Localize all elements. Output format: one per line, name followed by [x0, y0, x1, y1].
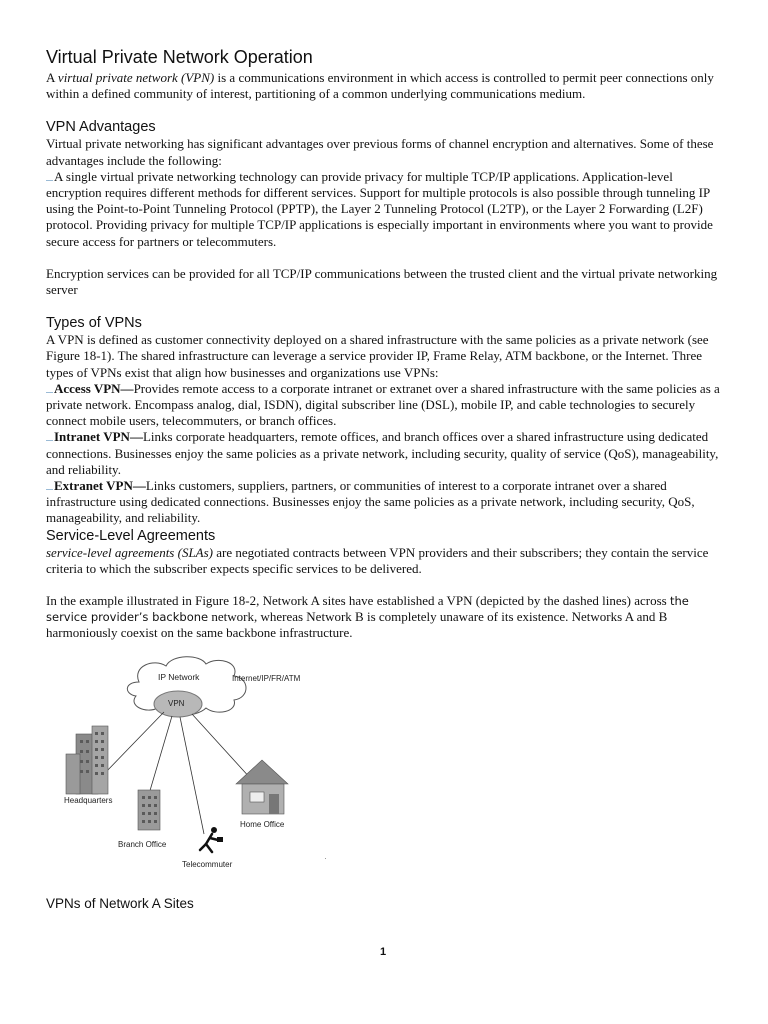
branch-office-label: Branch Office [118, 839, 167, 849]
extranet-vpn-label: Extranet VPN— [54, 478, 146, 494]
bullet-marker [46, 382, 53, 393]
figure-intro-c: network, whereas Network B is completely unaware of its existence. Networks A and B harmoniously coexist on the same backbone infrastructure. [46, 609, 668, 641]
page-title: Virtual Private Network Operation [46, 47, 313, 67]
access-vpn-item [46, 381, 722, 430]
sla-text: are negotiated contracts between VPN providers and their subscribers; they contain the service criteria to which the subscriber expects specific services to be delivered. [46, 544, 709, 576]
intranet-vpn-text: Links corporate headquarters, remote offices, and branch offices over a shared infrastructure using dedicated connections. Businesses enjoy the same policies as a private network, including security, quality of service (QoS), manageability, and reliability. [46, 429, 719, 477]
document-page [46, 46, 722, 911]
advantages-heading: VPN Advantages [46, 119, 156, 136]
intranet-vpn-item [46, 429, 722, 478]
home-office-house [236, 760, 288, 814]
intranet-vpn-label: Intranet VPN— [54, 429, 143, 445]
intro-text: is a communications environment in which access is controlled to permit peer connections only within a defined community of interest, partitioning of a common underlying communications medium. [46, 70, 714, 102]
home-office-label: Home Office [240, 819, 285, 829]
telecommuter-label: Telecommuter [182, 859, 233, 869]
advantages-paragraph-3: Encryption services can be provided for all TCP/IP communications between the trusted client and the virtual private networking server [46, 265, 718, 298]
sla-term: service-level agreements (SLAs) [46, 544, 214, 560]
types-paragraph: A VPN is defined as customer connectivity deployed on a shared infrastructure with the same policies as a private network (see Figure 18-1). The shared infrastructure can leverage a service provider IP, Frame Relay, ATM backbone, or the Internet. Three types of VPNs exist that align how businesses and organizations use VPNs: [46, 332, 709, 380]
advantages-paragraph-1: Virtual private networking has significant advantages over previous forms of channel encryption and alternatives. Some of these advantages include the following: [46, 136, 714, 168]
figure-intro-a: In the example illustrated in Figure 18-2, Network A sites have established a VPN (depicted by the dashed lines) across [46, 593, 670, 609]
figure-intro-b: the service provider’s backbone [46, 594, 689, 625]
bullet-marker [46, 170, 53, 181]
vpn-label: VPN [168, 698, 185, 708]
intro-term: virtual private network (VPN) [57, 70, 215, 85]
sla-heading: Service-Level Agreements [46, 527, 216, 544]
vpn-network-diagram [54, 654, 354, 874]
figure-intro-paragraph [46, 593, 722, 642]
extranet-vpn-item [46, 478, 722, 527]
types-heading: Types of VPNs [46, 315, 142, 332]
intro-lead: A [46, 70, 58, 85]
branch-office-building [138, 790, 160, 830]
diagram-graphic [54, 654, 354, 874]
advantages-text-2: A single virtual private networking technology can provide privacy for multiple TCP/IP applications. Application-level encryption requires different methods for different services. Support for multiple protocols is also possible through tunneling IP using the Point-to-Point Tunneling Protocol (PPTP), the Layer 2 Tunneling Protocol (L2TP), or the Layer 2 Forwarding (L2F) protocol. Providing privacy for multiple TCP/IP applications is especially important in environments where you want to provide secure access for partners or telecommuters. [46, 168, 713, 249]
extranet-vpn-text: Links customers, suppliers, partners, or communities of interest to a corporate intranet over a shared infrastructure using dedicated connections. Businesses enjoy the same policies as a private network, including security, QoS, manageability, and reliability. [46, 478, 695, 526]
stray-dot [325, 858, 326, 859]
page-number: 1 [380, 946, 387, 958]
access-vpn-label: Access VPN— [54, 380, 134, 396]
headquarters-label: Headquarters [64, 795, 113, 805]
advantages-paragraph-2 [46, 169, 722, 250]
ip-network-label: IP Network [158, 671, 200, 682]
internet-label: Internet/IP/FR/ATM [232, 673, 301, 683]
sla-paragraph [46, 545, 722, 577]
bullet-marker [46, 479, 53, 490]
intro-paragraph [46, 70, 722, 102]
figure-caption: VPNs of Network A Sites [46, 895, 194, 911]
headquarters-building [66, 726, 108, 794]
bullet-marker [46, 430, 53, 441]
access-vpn-text: Provides remote access to a corporate intranet or extranet over a shared infrastructure with the same policies as a private network. Encompass analog, dial, ISDN), digital subscriber line (DSL), mobile IP, and cable technologies to securely connect mobile users, telecommuters, or branch offices. [46, 380, 720, 429]
